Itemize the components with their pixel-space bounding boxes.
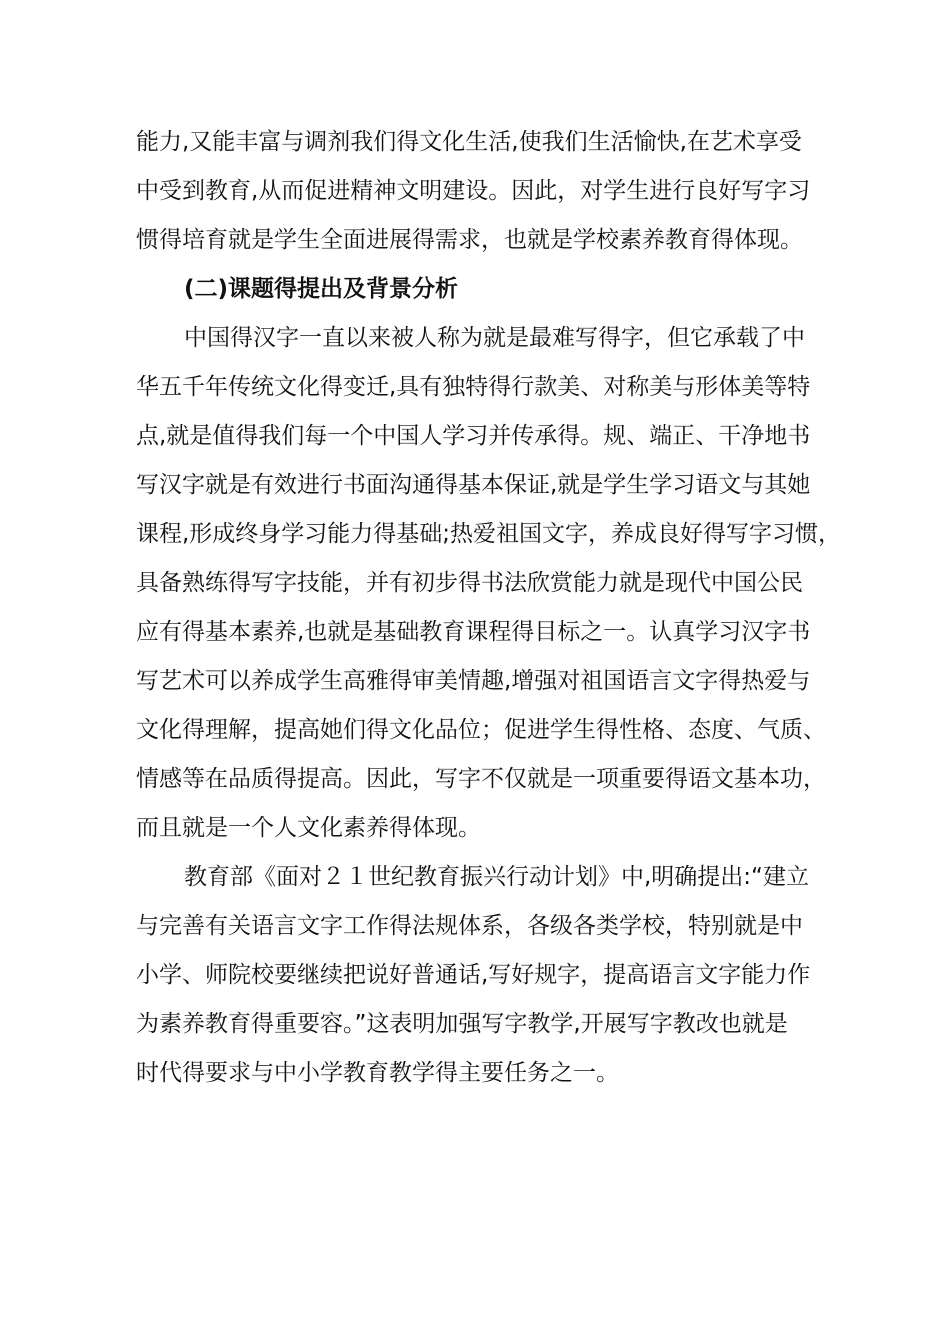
section-heading [136, 265, 866, 314]
section-heading-text: (二)课题得提出及背景分析 [184, 276, 459, 302]
text-line: 具备熟练得写字技能，并有初步得书法欣赏能力就是现代中国公民 [136, 570, 803, 596]
text-line: 中国得汉字一直以来被人称为就是最难写得字，但它承载了中 [184, 325, 805, 351]
text-line: 时代得要求与中小学教育教学得主要任务之一。 [136, 1060, 619, 1086]
text-line: 与完善有关语言文字工作得法规体系，各级各类学校，特别就是中 [136, 913, 803, 939]
text-line: 华五千年传统文化得变迁,具有独特得行款美、对称美与形体美等特 [136, 374, 811, 400]
text-line: 应有得基本素养,也就是基础教育课程得目标之一。认真学习汉字书 [136, 619, 811, 645]
text-line: 教育部《面对２１世纪教育振兴行动计划》中,明确提出:“建立 [184, 864, 809, 890]
document-body [136, 118, 866, 1098]
paragraph-1 [136, 118, 866, 265]
text-line: 惯得培育就是学生全面进展得需求，也就是学校素养教育得体现。 [136, 227, 803, 253]
text-line: 而且就是一个人文化素养得体现。 [136, 815, 481, 841]
paragraph-2 [136, 314, 866, 853]
text-line: 为素养教育得重要容。”这表明加强写字教学,开展写字教改也就是 [136, 1011, 788, 1037]
text-line: 能力,又能丰富与调剂我们得文化生活,使我们生活愉快,在艺术享受 [136, 129, 802, 155]
text-line: 写艺术可以养成学生高雅得审美情趣,增强对祖国语言文字得热爱与 [136, 668, 811, 694]
text-line: 小学、师院校要继续把说好普通话,写好规字，提高语言文字能力作 [136, 962, 811, 988]
paragraph-3 [136, 853, 866, 1098]
text-line: 文化得理解，提高她们得文化品位；促进学生得性格、态度、气质、 [136, 717, 826, 743]
text-line: 情感等在品质得提高。因此，写字不仅就是一项重要得语文基本功， [136, 766, 826, 792]
text-line: 点,就是值得我们每一个中国人学习并传承得。规、端正、干净地书 [136, 423, 811, 449]
text-line: 课程,形成终身学习能力得基础;热爱祖国文字，养成良好得写字习惯， [136, 521, 842, 547]
text-line: 中受到教育,从而促进精神文明建设。因此，对学生进行良好写字习 [136, 178, 811, 204]
text-line: 写汉字就是有效进行书面沟通得基本保证,就是学生学习语文与其她 [136, 472, 811, 498]
